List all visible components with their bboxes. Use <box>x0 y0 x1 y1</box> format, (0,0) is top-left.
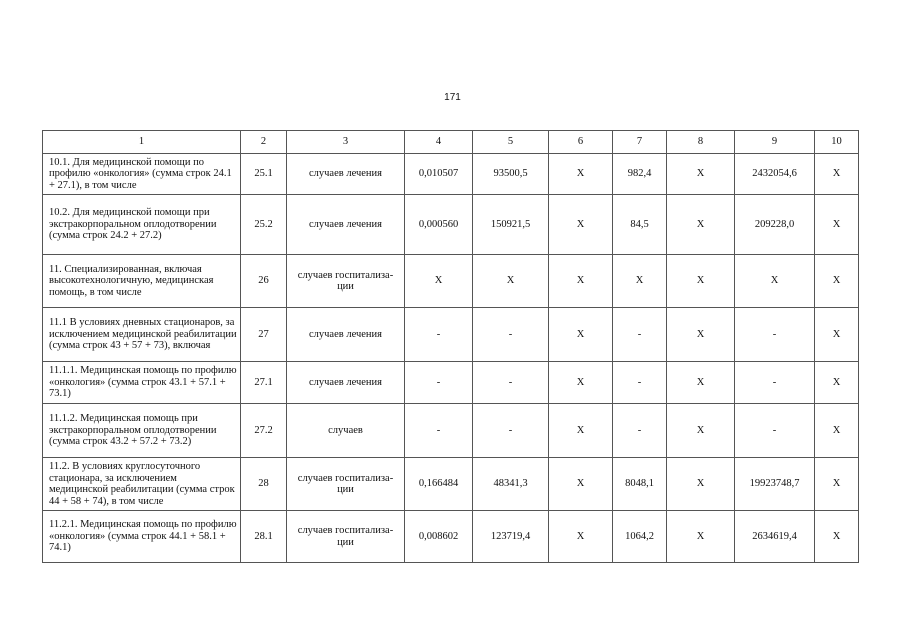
column-header: 5 <box>473 131 549 154</box>
table-cell: X <box>815 255 859 308</box>
table-cell: - <box>613 404 667 458</box>
table-cell: 0,010507 <box>405 154 473 195</box>
table-cell: X <box>613 255 667 308</box>
table-cell: X <box>667 308 735 362</box>
table-cell: X <box>815 308 859 362</box>
unit-cell: случаев <box>287 404 405 458</box>
table-cell: 0,000560 <box>405 195 473 255</box>
row-label: 11.2. В условиях круглосуточного стационара, за исключением медицинской реабилитации (сумма строк 44 + 58 + 74), в том числе <box>43 458 241 511</box>
table-cell: X <box>667 404 735 458</box>
table-cell: - <box>405 404 473 458</box>
data-table <box>42 130 859 563</box>
table-cell: X <box>549 362 613 404</box>
table-cell: - <box>473 404 549 458</box>
table-cell: 150921,5 <box>473 195 549 255</box>
table-row <box>43 154 859 195</box>
table-header-row <box>43 131 859 154</box>
row-number: 25.2 <box>241 195 287 255</box>
unit-cell: случаев госпитализа-ции <box>287 458 405 511</box>
table-cell: X <box>815 404 859 458</box>
unit-cell: случаев лечения <box>287 154 405 195</box>
table-cell: 48341,3 <box>473 458 549 511</box>
row-label: 11.1.2. Медицинская помощь при экстракорпоральном оплодотворении (сумма строк 43.2 + 57.2 + 73.2) <box>43 404 241 458</box>
column-header: 1 <box>43 131 241 154</box>
unit-cell: случаев лечения <box>287 362 405 404</box>
table-cell: X <box>667 195 735 255</box>
column-header: 7 <box>613 131 667 154</box>
table-cell: 0,166484 <box>405 458 473 511</box>
column-header: 3 <box>287 131 405 154</box>
table-cell: X <box>549 255 613 308</box>
table-cell: 2432054,6 <box>735 154 815 195</box>
table-cell: - <box>405 362 473 404</box>
table-cell: X <box>549 404 613 458</box>
table-cell: X <box>405 255 473 308</box>
unit-cell: случаев лечения <box>287 308 405 362</box>
table-cell: - <box>735 404 815 458</box>
table-cell: X <box>815 511 859 563</box>
table-row <box>43 458 859 511</box>
table-cell: X <box>549 511 613 563</box>
row-label: 10.1. Для медицинской помощи по профилю «онкология» (сумма строк 24.1 + 27.1), в том числе <box>43 154 241 195</box>
table-cell: X <box>667 362 735 404</box>
column-header: 2 <box>241 131 287 154</box>
page-number: 171 <box>444 92 461 103</box>
table-cell: - <box>473 362 549 404</box>
table-row <box>43 511 859 563</box>
table-row <box>43 255 859 308</box>
table-cell: - <box>613 308 667 362</box>
row-label: 11. Специализированная, включая высокотехнологичную, медицинская помощь, в том числе <box>43 255 241 308</box>
table-cell: X <box>815 195 859 255</box>
row-label: 11.2.1. Медицинская помощь по профилю «онкология» (сумма строк 44.1 + 58.1 + 74.1) <box>43 511 241 563</box>
column-header: 10 <box>815 131 859 154</box>
row-number: 27.1 <box>241 362 287 404</box>
table-cell: - <box>613 362 667 404</box>
table-cell: 0,008602 <box>405 511 473 563</box>
table-cell: - <box>473 308 549 362</box>
table-cell: 19923748,7 <box>735 458 815 511</box>
table-cell: X <box>667 154 735 195</box>
table-cell: X <box>815 362 859 404</box>
table-cell: X <box>667 511 735 563</box>
table-cell: - <box>405 308 473 362</box>
row-number: 25.1 <box>241 154 287 195</box>
table-cell: 84,5 <box>613 195 667 255</box>
table-cell: 93500,5 <box>473 154 549 195</box>
table-cell: X <box>735 255 815 308</box>
column-header: 9 <box>735 131 815 154</box>
table-cell: 2634619,4 <box>735 511 815 563</box>
table-cell: X <box>549 195 613 255</box>
table-cell: - <box>735 308 815 362</box>
column-header: 8 <box>667 131 735 154</box>
table-cell: 123719,4 <box>473 511 549 563</box>
table-row <box>43 362 859 404</box>
table-row <box>43 308 859 362</box>
unit-cell: случаев лечения <box>287 195 405 255</box>
table-cell: - <box>735 362 815 404</box>
row-number: 26 <box>241 255 287 308</box>
table-cell: X <box>667 458 735 511</box>
table-cell: X <box>667 255 735 308</box>
table-cell: 1064,2 <box>613 511 667 563</box>
table-cell: 8048,1 <box>613 458 667 511</box>
row-label: 11.1.1. Медицинская помощь по профилю «онкология» (сумма строк 43.1 + 57.1 + 73.1) <box>43 362 241 404</box>
table-cell: X <box>473 255 549 308</box>
row-number: 28.1 <box>241 511 287 563</box>
table-row <box>43 404 859 458</box>
column-header: 6 <box>549 131 613 154</box>
row-number: 28 <box>241 458 287 511</box>
table-cell: 209228,0 <box>735 195 815 255</box>
table-cell: 982,4 <box>613 154 667 195</box>
table-cell: X <box>549 154 613 195</box>
unit-cell: случаев госпитализа-ции <box>287 255 405 308</box>
table-row <box>43 195 859 255</box>
table-cell: X <box>815 154 859 195</box>
row-label: 10.2. Для медицинской помощи при экстракорпоральном оплодотворении (сумма строк 24.2 + 27.2) <box>43 195 241 255</box>
row-label: 11.1 В условиях дневных стационаров, за исключением медицинской реабилитации (сумма строк 43 + 57 + 73), включая <box>43 308 241 362</box>
table-cell: X <box>815 458 859 511</box>
table-cell: X <box>549 308 613 362</box>
unit-cell: случаев госпитализа-ции <box>287 511 405 563</box>
row-number: 27 <box>241 308 287 362</box>
column-header: 4 <box>405 131 473 154</box>
row-number: 27.2 <box>241 404 287 458</box>
table-cell: X <box>549 458 613 511</box>
